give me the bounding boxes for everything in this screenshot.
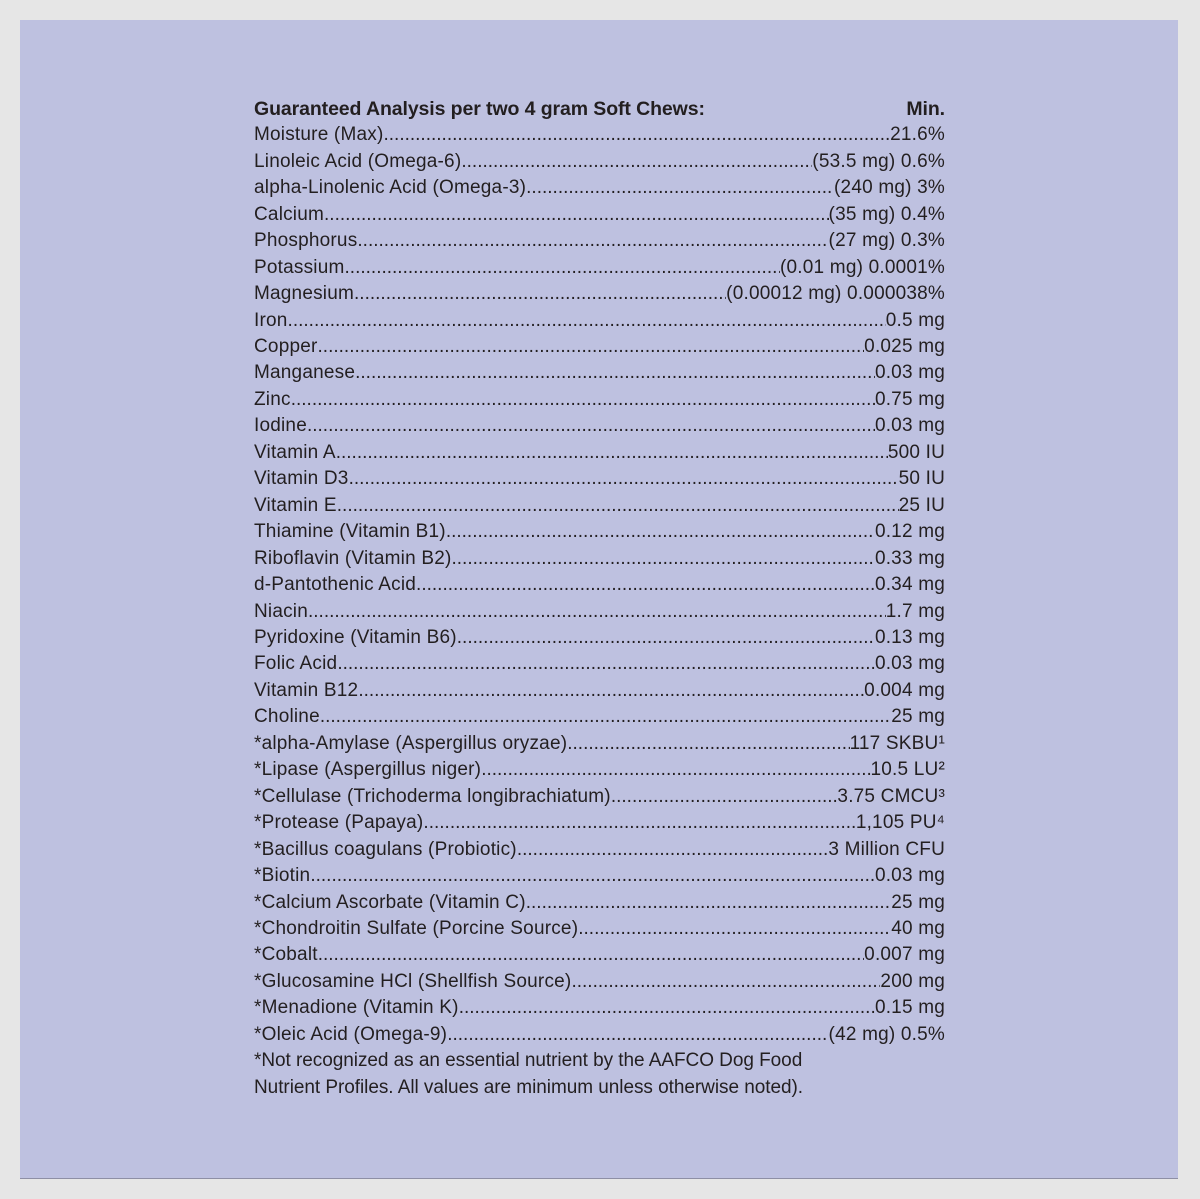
nutrient-value: 3 Million CFU	[828, 838, 945, 860]
nutrient-value: 1.7 mg	[885, 600, 945, 622]
nutrient-row	[254, 572, 945, 598]
nutrient-row	[254, 228, 945, 254]
dot-leader	[358, 678, 864, 704]
nutrient-row	[254, 1022, 945, 1048]
nutrient-row	[254, 784, 945, 810]
nutrient-row	[254, 493, 945, 519]
nutrient-value: 500 IU	[887, 441, 945, 463]
nutrient-name: *Oleic Acid (Omega-9)	[254, 1023, 448, 1045]
nutrient-name: Vitamin A	[254, 441, 336, 463]
nutrient-value: 0.13 mg	[874, 627, 945, 649]
nutrient-value: 0.12 mg	[874, 521, 945, 543]
dot-leader	[318, 942, 864, 968]
dot-leader	[354, 281, 726, 307]
dot-leader	[459, 995, 875, 1021]
nutrient-row	[254, 175, 945, 201]
nutrient-name: *Chondroitin Sulfate (Porcine Source)	[254, 918, 579, 939]
nutrient-name: *Menadione (Vitamin K)	[254, 997, 459, 1019]
nutrient-value: (27 mg) 0.3%	[828, 230, 945, 252]
nutrient-value: 50 IU	[898, 468, 945, 490]
dot-leader	[355, 360, 875, 386]
nutrient-value: 0.03 mg	[874, 362, 945, 384]
nutrient-value: 0.75 mg	[874, 388, 945, 410]
nutrient-row	[254, 308, 945, 334]
nutrient-row	[254, 599, 945, 625]
nutrient-value: 0.34 mg	[874, 574, 945, 596]
nutrient-value: 21.6%	[890, 124, 945, 146]
nutrient-value: 10.5 LU²	[870, 759, 945, 781]
nutrient-value: 0.03 mg	[874, 865, 945, 887]
footnote	[254, 1048, 945, 1101]
nutrient-name: Manganese	[254, 362, 356, 384]
nutrient-name: Calcium	[254, 203, 325, 225]
dot-leader	[526, 175, 834, 201]
nutrient-name: Niacin	[254, 600, 308, 622]
dot-leader	[447, 1022, 828, 1048]
nutrient-value: 40 mg	[891, 918, 945, 939]
dot-leader	[310, 863, 875, 889]
nutrient-value: (53.5 mg) 0.6%	[812, 150, 945, 172]
nutrient-name: *alpha-Amylase (Aspergillus oryzae)	[254, 732, 568, 754]
nutrient-row	[254, 440, 945, 466]
nutrient-value: 25 IU	[898, 494, 945, 516]
nutrient-value: 0.03 mg	[874, 653, 945, 675]
nutrient-name: Folic Acid	[254, 653, 338, 675]
dot-leader	[337, 651, 875, 677]
label-panel	[20, 20, 1178, 1179]
dot-leader	[318, 334, 865, 360]
nutrient-name: Thiamine (Vitamin B1)	[254, 521, 446, 543]
guaranteed-analysis	[254, 96, 945, 1101]
nutrient-name: alpha-Linolenic Acid (Omega-3)	[254, 177, 527, 199]
nutrient-row	[254, 837, 945, 863]
dot-leader	[611, 784, 838, 810]
dot-leader	[517, 837, 829, 863]
nutrient-name: Vitamin D3	[254, 468, 349, 490]
dot-leader	[383, 122, 890, 148]
nutrient-name: *Calcium Ascorbate (Vitamin C)	[254, 891, 526, 913]
nutrient-name: *Cellulase (Trichoderma longibrachiatum)	[254, 785, 611, 807]
nutrient-row	[254, 255, 945, 281]
nutrient-value: 0.15 mg	[874, 997, 945, 1019]
nutrient-row	[254, 916, 945, 942]
nutrient-name: d-Pantothenic Acid	[254, 574, 417, 596]
footnote-line-2: Nutrient Profiles. All values are minimum unless otherwise noted).	[254, 1076, 803, 1098]
nutrient-row	[254, 202, 945, 228]
nutrient-row	[254, 360, 945, 386]
nutrient-name: *Glucosamine HCl (Shellfish Source)	[254, 970, 572, 992]
dot-leader	[457, 625, 875, 651]
nutrient-value: (240 mg) 3%	[834, 177, 945, 199]
nutrient-name: *Biotin	[254, 865, 311, 887]
nutrient-row	[254, 413, 945, 439]
min-label: Min.	[906, 98, 945, 120]
nutrient-row	[254, 546, 945, 572]
dot-leader	[336, 440, 888, 466]
dot-leader	[446, 519, 875, 545]
dot-leader	[308, 599, 886, 625]
nutrient-name: Vitamin E	[254, 494, 337, 516]
nutrient-name: *Bacillus coagulans (Probiotic)	[254, 838, 517, 860]
nutrient-value: 117 SKBU¹	[849, 732, 945, 754]
dot-leader	[307, 413, 875, 439]
nutrient-name: Magnesium	[254, 283, 355, 305]
nutrient-value: (42 mg) 0.5%	[828, 1023, 945, 1045]
dot-leader	[461, 149, 812, 175]
nutrient-name: Zinc	[254, 388, 291, 410]
dot-leader	[345, 255, 780, 281]
dot-leader	[291, 387, 875, 413]
nutrient-row	[254, 281, 945, 307]
nutrient-row	[254, 334, 945, 360]
dot-leader	[324, 202, 829, 228]
nutrient-value: 25 mg	[891, 891, 945, 913]
nutrient-row	[254, 149, 945, 175]
dot-leader	[481, 757, 870, 783]
dot-leader	[452, 546, 875, 572]
nutrient-list	[254, 122, 945, 1048]
nutrient-value: 0.025 mg	[864, 336, 945, 358]
nutrient-row	[254, 122, 945, 148]
nutrient-value: 0.33 mg	[874, 547, 945, 569]
dot-leader	[288, 308, 886, 334]
nutrient-value: 0.007 mg	[864, 944, 945, 966]
analysis-heading	[254, 96, 945, 122]
nutrient-name: Iron	[254, 309, 288, 331]
dot-leader	[423, 810, 855, 836]
nutrient-value: 0.5 mg	[885, 309, 945, 331]
nutrient-row	[254, 704, 945, 730]
dot-leader	[578, 916, 891, 942]
nutrient-name: Phosphorus	[254, 230, 358, 252]
nutrient-value: 1,105 PU⁴	[855, 812, 945, 834]
nutrient-value: 25 mg	[891, 706, 945, 728]
nutrient-row	[254, 863, 945, 889]
nutrient-name: *Lipase (Aspergillus niger)	[254, 759, 482, 781]
nutrient-row	[254, 625, 945, 651]
nutrient-row	[254, 995, 945, 1021]
nutrient-row	[254, 651, 945, 677]
nutrient-name: Copper	[254, 336, 318, 358]
nutrient-name: Moisture (Max)	[254, 124, 384, 146]
nutrient-row	[254, 942, 945, 968]
dot-leader	[526, 890, 891, 916]
nutrient-value: 3.75 CMCU³	[837, 785, 945, 807]
nutrient-value: (0.00012 mg) 0.000038%	[726, 283, 945, 305]
nutrient-name: Riboflavin (Vitamin B2)	[254, 547, 452, 569]
dot-leader	[571, 969, 880, 995]
footnote-line-1: *Not recognized as an essential nutrient by the AAFCO Dog Food	[254, 1050, 803, 1072]
nutrient-value: 0.03 mg	[874, 415, 945, 437]
dot-leader	[357, 228, 828, 254]
nutrient-name: Linoleic Acid (Omega-6)	[254, 150, 462, 172]
nutrient-name: Choline	[254, 706, 320, 728]
nutrient-name: *Cobalt	[254, 944, 318, 966]
nutrient-name: Vitamin B12	[254, 679, 359, 701]
dot-leader	[320, 704, 891, 730]
nutrient-value: (0.01 mg) 0.0001%	[780, 256, 945, 278]
nutrient-name: Iodine	[254, 415, 307, 437]
nutrient-row	[254, 678, 945, 704]
dot-leader	[349, 466, 899, 492]
nutrient-row	[254, 810, 945, 836]
nutrient-value: 0.004 mg	[864, 679, 945, 701]
nutrient-row	[254, 466, 945, 492]
nutrient-value: (35 mg) 0.4%	[828, 203, 945, 225]
analysis-title: Guaranteed Analysis per two 4 gram Soft Chews:	[254, 98, 705, 120]
nutrient-row	[254, 387, 945, 413]
dot-leader	[567, 731, 849, 757]
nutrient-row	[254, 890, 945, 916]
nutrient-name: Pyridoxine (Vitamin B6)	[254, 627, 457, 649]
dot-leader	[416, 572, 875, 598]
nutrient-row	[254, 757, 945, 783]
nutrient-name: *Protease (Papaya)	[254, 812, 424, 834]
nutrient-row	[254, 731, 945, 757]
dot-leader	[337, 493, 899, 519]
nutrient-row	[254, 969, 945, 995]
nutrient-name: Potassium	[254, 256, 345, 278]
nutrient-row	[254, 519, 945, 545]
nutrient-value: 200 mg	[880, 970, 945, 992]
